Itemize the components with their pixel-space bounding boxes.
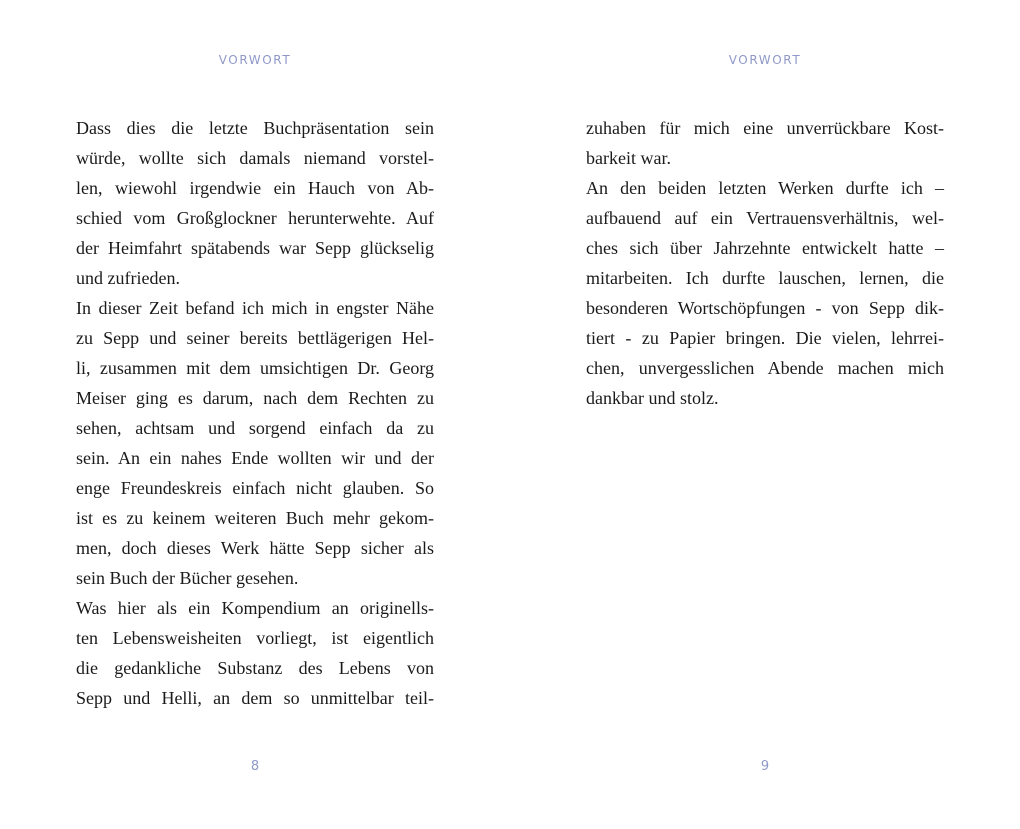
text-line: chen, unvergesslichen Abende machen mich [586, 358, 944, 378]
text-line: aufbauend auf ein Vertrauensverhältnis, wel- [586, 208, 944, 228]
text-line: men, doch dieses Werk hätte Sepp sicher als [76, 538, 434, 558]
page-number: 9 [760, 759, 770, 774]
text-line: ches sich über Jahrzehnte entwickelt hatte – [586, 238, 944, 258]
page-number: 8 [250, 759, 260, 774]
text-line: enge Freundeskreis einfach nicht glauben. So [76, 478, 434, 498]
text-line: len, wiewohl irgendwie ein Hauch von Ab- [76, 178, 434, 198]
body-text [586, 113, 944, 413]
text-line: Dass dies die letzte Buchpräsentation sein [76, 118, 434, 138]
text-line: dankbar und stolz. [586, 388, 719, 408]
text-line: ist es zu keinem weiteren Buch mehr gekom- [76, 508, 434, 528]
text-line: An den beiden letzten Werken durfte ich – [586, 178, 944, 198]
text-line: tiert - zu Papier bringen. Die vielen, lehrrei- [586, 328, 944, 348]
text-line: zu Sepp und seiner bereits bettlägerigen Hel- [76, 328, 434, 348]
text-line: die gedankliche Substanz des Lebens von [76, 658, 434, 678]
running-head: VORWORT [218, 53, 292, 67]
right-page [510, 0, 1020, 829]
text-line: li, zusammen mit dem umsichtigen Dr. Georg [76, 358, 434, 378]
text-line: Sepp und Helli, an dem so unmittelbar teil- [76, 688, 434, 708]
text-line: sein Buch der Bücher gesehen. [76, 568, 299, 588]
text-line: besonderen Wortschöpfungen - von Sepp dik- [586, 298, 944, 318]
text-line: zuhaben für mich eine unverrückbare Kost- [586, 118, 944, 138]
text-line: sein. An ein nahes Ende wollten wir und der [76, 448, 434, 468]
body-text [76, 113, 434, 713]
text-line: der Heimfahrt spätabends war Sepp glückselig [76, 238, 434, 258]
text-line: sehen, achtsam und sorgend einfach da zu [76, 418, 434, 438]
running-head: VORWORT [728, 53, 802, 67]
text-line: Meiser ging es darum, nach dem Rechten zu [76, 388, 434, 408]
text-line: würde, wollte sich damals niemand vorstel- [76, 148, 434, 168]
text-line: mitarbeiten. Ich durfte lauschen, lernen, die [586, 268, 944, 288]
text-line: und zufrieden. [76, 268, 180, 288]
text-line: ten Lebensweisheiten vorliegt, ist eigentlich [76, 628, 434, 648]
text-line: In dieser Zeit befand ich mich in engster Nähe [76, 298, 434, 318]
text-line: Was hier als ein Kompendium an originells- [76, 598, 434, 618]
text-line: schied vom Großglockner herunterwehte. Auf [76, 208, 434, 228]
text-line: barkeit war. [586, 148, 671, 168]
